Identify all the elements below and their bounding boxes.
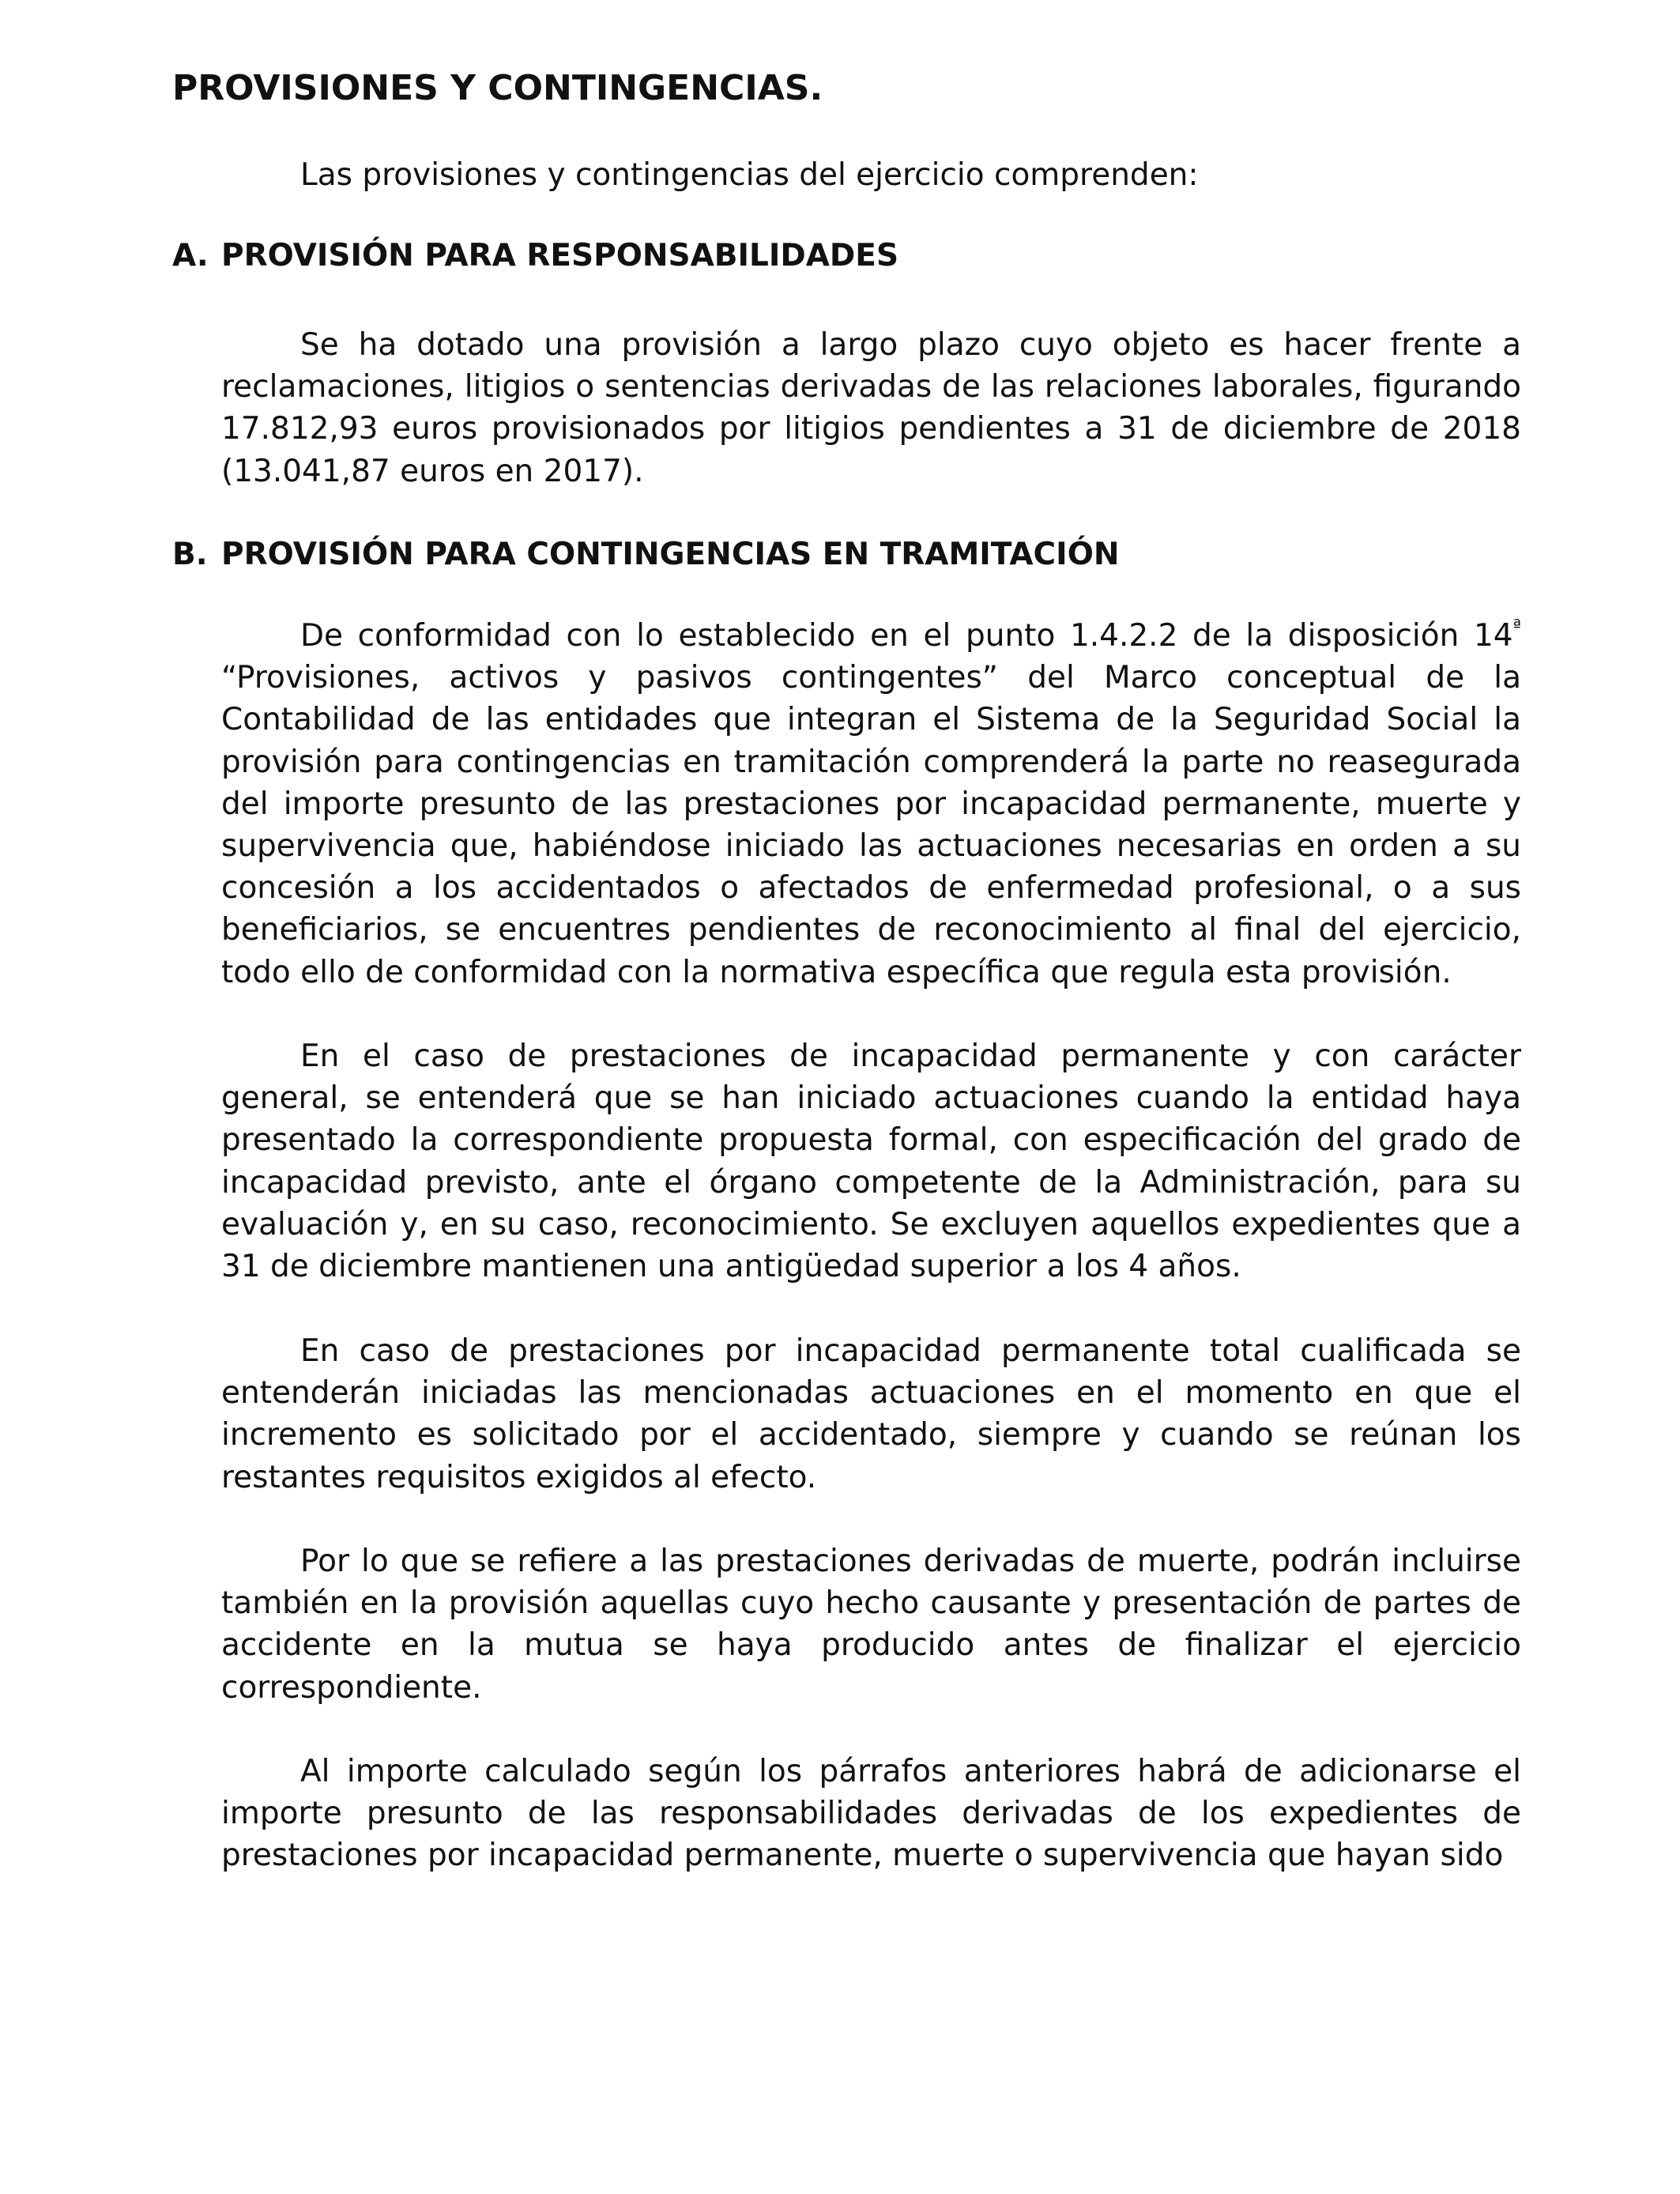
section-b-letter: B. xyxy=(172,537,208,572)
section-b-paragraph-5: Al importe calculado según los párrafos anteriores habrá de adicionarse el importe presunto de las responsabilidades derivadas de los expedientes de prestaciones por incapacidad permanente, muerte o supervivencia que hayan sido xyxy=(221,1754,1521,1874)
section-a-paragraph-1: Se ha dotado una provisión a largo plazo cuyo objeto es hacer frente a reclamaciones, litigios o sentencias derivadas de las relaciones laborales, figurando 17.812,93 euros provisionados por litigios pendientes a 31 de diciembre de 2018 (13.041,87 euros en 2017). xyxy=(221,327,1521,489)
section-b-title: PROVISIÓN PARA CONTINGENCIAS EN TRAMITACIÓN xyxy=(221,537,1120,572)
section-b-paragraph-1 xyxy=(221,615,1521,993)
section-b-paragraph-4: Por lo que se refiere a las prestaciones derivadas de muerte, podrán incluirse también en la provisión aquellas cuyo hecho causante y presentación de partes de accidente en la mutua se haya producido antes de finalizar el ejercicio correspondiente. xyxy=(221,1544,1521,1706)
section-a-title: PROVISIÓN PARA RESPONSABILIDADES xyxy=(221,238,899,273)
section-b-paragraph-1-start: De conformidad con lo establecido en el punto 1.4.2.2 de la disposición 14 xyxy=(300,618,1513,654)
section-a-letter: A. xyxy=(172,238,209,273)
section-b-paragraph-2: En el caso de prestaciones de incapacidad permanente y con carácter general, se entenderá que se han iniciado actuaciones cuando la entidad haya presentado la correspondiente propuesta formal, con especificación del grado de incapacidad previsto, ante el órgano competente de la Administración, para su evaluación y, en su caso, reconocimiento. Se excluyen aquellos expedientes que a 31 de diciembre mantienen una antigüedad superior a los 4 años. xyxy=(221,1039,1521,1285)
ordinal-superscript: ª xyxy=(1512,616,1521,636)
page-title: PROVISIONES Y CONTINGENCIAS. xyxy=(172,68,823,108)
section-b-paragraph-3: En caso de prestaciones por incapacidad permanente total cualificada se entenderán iniciadas las mencionadas actuaciones en el momento en que el incremento es solicitado por el accidentado, siempre y cuando se reúnan los restantes requisitos exigidos al efecto. xyxy=(221,1333,1521,1495)
intro-paragraph: Las provisiones y contingencias del ejercicio comprenden: xyxy=(300,157,1199,193)
section-b-heading xyxy=(172,533,1119,577)
section-b-paragraph-1-rest: “Provisiones, activos y pasivos contingentes” del Marco conceptual de la Contabilidad de las entidades que integran el Sistema de la Seguridad Social la provisión para contingencias en tramitación comprenderá la parte no reasegurada del importe presunto de las prestaciones por incapacidad permanente, muerte y supervivencia que, habiéndose iniciado las actuaciones necesarias en orden a su concesión a los accidentados o afectados de enfermedad profesional, o a sus beneficiarios, se encuentres pendientes de reconocimiento al final del ejercicio, todo ello de conformidad con la normativa específica que regula esta provisión. xyxy=(221,660,1521,990)
section-a-heading xyxy=(172,234,898,278)
